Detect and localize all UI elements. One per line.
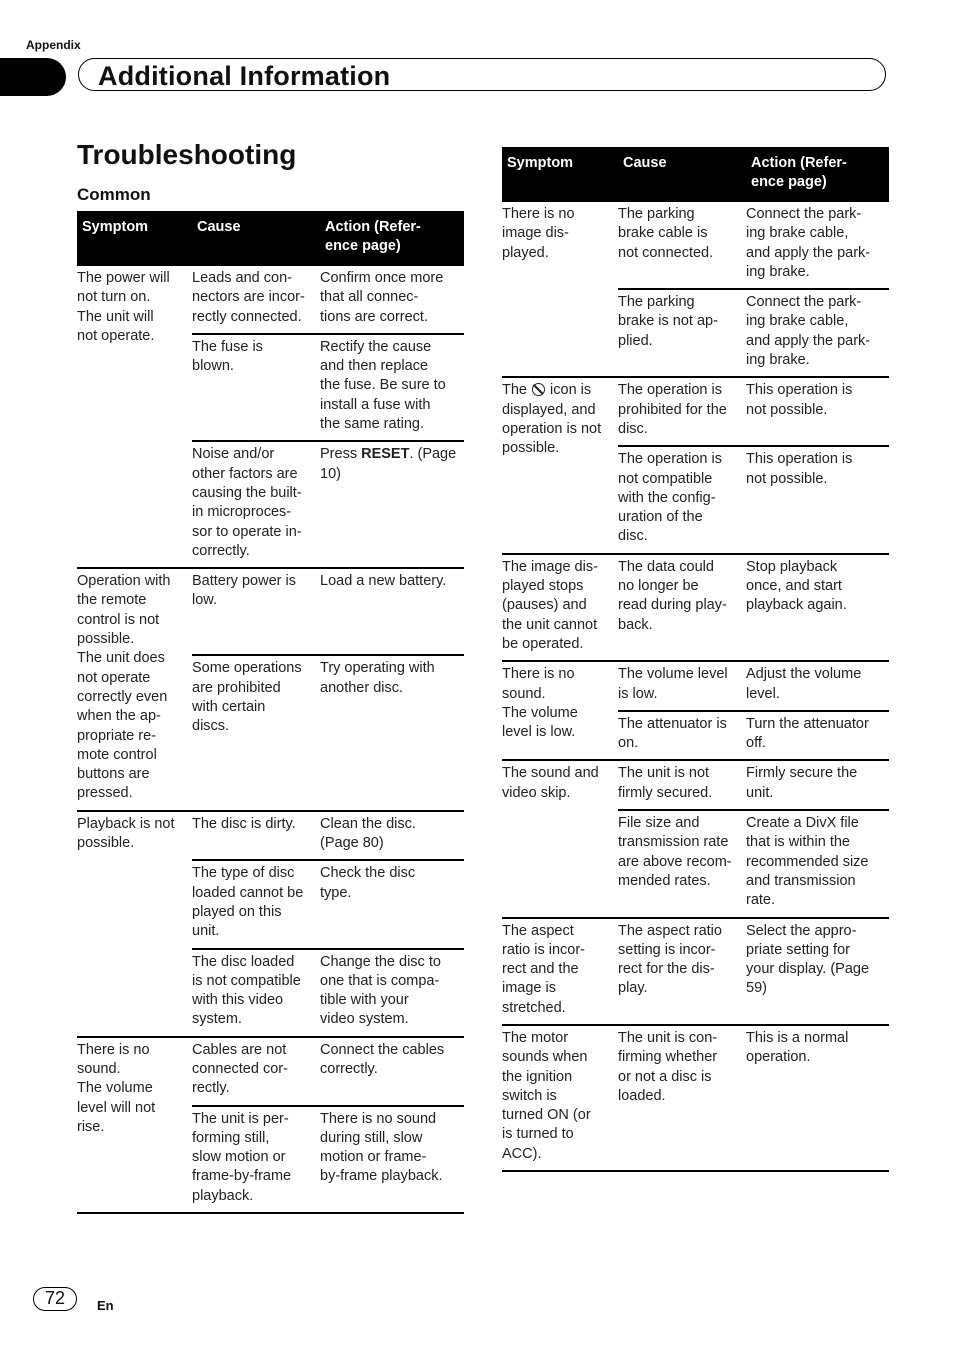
cause-cell: The disc loaded is not compatible with this video system. (192, 949, 320, 1037)
symptom-cell: The aspect ratio is incor- rect and the image is stretched. (502, 918, 618, 1025)
action-text: Press (320, 446, 362, 463)
cause-cell: Some operations are prohibited with certain discs. (192, 655, 320, 810)
action-cell: Connect the cables correctly. (320, 1041, 445, 1077)
troubleshooting-table-right (502, 147, 889, 1172)
symptom-cell: The sound and video skip. (502, 760, 618, 917)
action-cell: Confirm once more that all connec- tions are correct. (320, 270, 444, 325)
action-cell: Rectify the cause and then replace the fuse. Be sure to install a fuse with the same rating. (320, 334, 464, 441)
action-cell: Firmly secure the unit. (746, 765, 858, 801)
cause-cell: The volume level is low. (618, 666, 728, 702)
table-row (502, 554, 889, 661)
cause-cell: Cables are not connected cor- rectly. (192, 1041, 288, 1097)
table-header-row (502, 147, 889, 202)
header-symptom: Symptom (77, 211, 192, 266)
cause-cell: Battery power is low. (192, 573, 296, 609)
symptom-cell: Playback is not possible. (77, 811, 192, 1037)
header-cause: Cause (618, 147, 746, 202)
action-text: . (Page 10) (320, 446, 457, 482)
action-cell: Select the appro- priate setting for your display. (Page 59) (746, 918, 889, 1025)
cause-cell: The aspect ratio setting is incor- rect for the dis- play. (618, 918, 746, 1025)
symptom-cell: Operation with the remote control is not possible. The unit does not operate correctly even when the ap- propriate re- mote control buttons are pressed. (77, 568, 192, 811)
action-cell: This operation is not possible. (746, 382, 853, 418)
section-header-title: Additional Information (98, 61, 391, 91)
cause-cell: The unit is con- firming whether or not a disc is loaded. (618, 1025, 746, 1171)
cause-cell: Leads and con- nectors are incor- rectly connected. (192, 270, 305, 325)
symptom-text: icon is displayed, and operation is not possible. (502, 382, 602, 457)
cause-cell: The type of disc loaded cannot be played on this unit. (192, 860, 320, 948)
header-action: Action (Refer- ence page) (320, 211, 464, 266)
symptom-cell (502, 377, 618, 553)
symptom-cell: There is no sound. The volume level is low. (502, 661, 618, 760)
action-cell: There is no sound during still, slow motion or frame- by-frame playback. (320, 1106, 464, 1213)
symptom-cell: The image dis- played stops (pauses) and the unit cannot be operated. (502, 554, 618, 661)
cause-cell: The attenuator is on. (618, 711, 746, 761)
cause-cell: The parking brake cable is not connected. (618, 206, 714, 261)
cause-cell: The disc is dirty. (192, 815, 296, 832)
symptom-cell: The power will not turn on. The unit will not operate. (77, 266, 192, 568)
action-cell: Connect the park- ing brake cable, and apply the park- ing brake. (746, 289, 889, 377)
table-row (502, 1025, 889, 1171)
action-cell: Stop playback once, and start playback again. (746, 554, 889, 661)
table-row (77, 811, 464, 861)
header-symptom: Symptom (502, 147, 618, 202)
table-row (502, 202, 889, 289)
symptom-text: The (502, 382, 532, 399)
symptom-cell: The motor sounds when the ignition switch is turned ON (or is turned to ACC). (502, 1025, 618, 1171)
table-row (77, 568, 464, 655)
action-cell: Change the disc to one that is compa- tible with your video system. (320, 949, 464, 1037)
table-row (502, 918, 889, 1025)
troubleshooting-table-left (77, 211, 464, 1214)
symptom-cell: There is no sound. The volume level will not rise. (77, 1037, 192, 1213)
action-cell: Adjust the volume level. (746, 666, 862, 702)
header-cause: Cause (192, 211, 320, 266)
action-cell: This is a normal operation. (746, 1025, 889, 1171)
cause-cell: Noise and/or other factors are causing the built- in microproces- sor to operate in- correctly. (192, 441, 320, 568)
action-cell: Create a DivX file that is within the recommended size and transmission rate. (746, 810, 889, 917)
action-cell: Clean the disc. (Page 80) (320, 815, 416, 852)
language-code: En (97, 1298, 114, 1313)
cause-cell: The operation is not compatible with the config- uration of the disc. (618, 446, 746, 553)
cause-cell: The operation is prohibited for the disc. (618, 382, 727, 437)
page-title: Troubleshooting (77, 139, 297, 170)
page-number: 72 (33, 1287, 77, 1311)
cause-cell: The fuse is blown. (192, 334, 320, 441)
section-tab-marker (0, 58, 66, 96)
no-entry-icon (532, 383, 545, 396)
action-cell: Turn the attenuator off. (746, 711, 889, 761)
action-cell: Connect the park- ing brake cable, and apply the park- ing brake. (746, 206, 871, 280)
cause-cell: The unit is not firmly secured. (618, 765, 713, 801)
action-cell (320, 441, 464, 568)
table-header-row (77, 211, 464, 266)
cause-cell: The parking brake is not ap- plied. (618, 289, 746, 377)
action-cell: Check the disc type. (320, 860, 464, 948)
subheading-common: Common (77, 185, 151, 204)
action-cell: Load a new battery. (320, 573, 447, 590)
cause-cell: The data could no longer be read during play- back. (618, 554, 746, 661)
symptom-cell: There is no image dis- played. (502, 202, 618, 377)
table-row (77, 1037, 464, 1106)
reset-button-label: RESET (361, 446, 410, 463)
appendix-label: Appendix (26, 38, 81, 52)
table-row (77, 266, 464, 334)
cause-cell: File size and transmission rate are above recom- mended rates. (618, 810, 746, 917)
table-row (502, 661, 889, 711)
header-action: Action (Refer- ence page) (746, 147, 889, 202)
action-cell: This operation is not possible. (746, 446, 889, 553)
table-row (502, 377, 889, 446)
cause-cell: The unit is per- forming still, slow motion or frame-by-frame playback. (192, 1106, 320, 1213)
table-row (502, 760, 889, 810)
action-cell: Try operating with another disc. (320, 655, 464, 810)
